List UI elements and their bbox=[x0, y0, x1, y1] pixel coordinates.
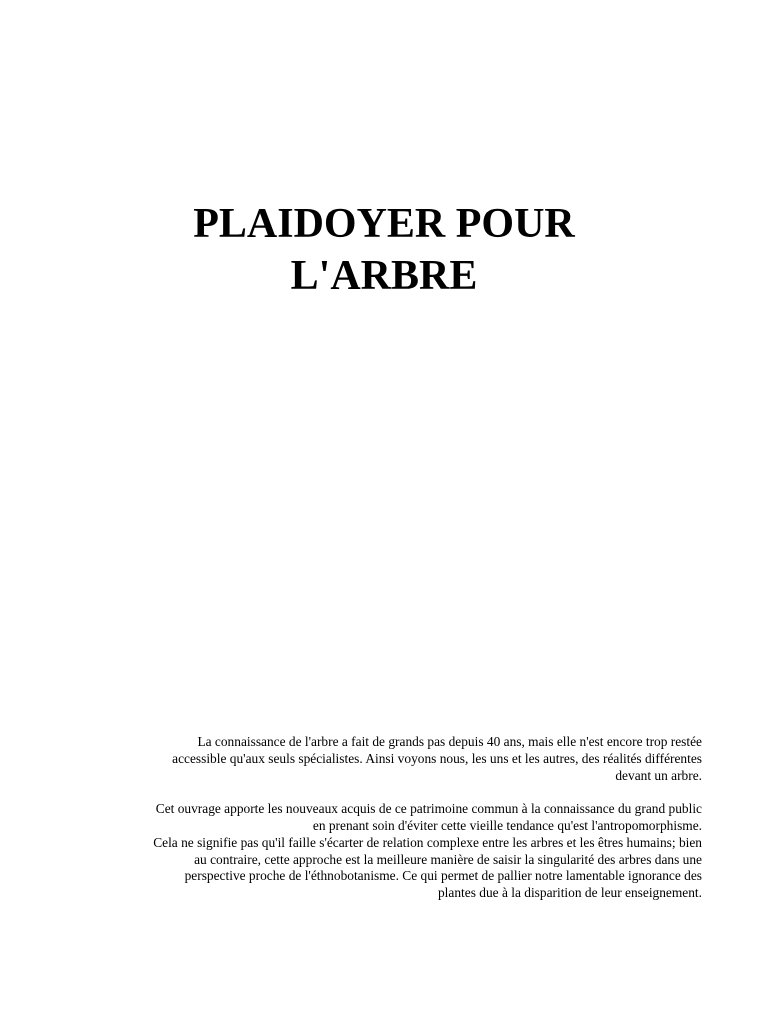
text-line: La connaissance de l'arbre a fait de grands pas depuis 40 ans, mais elle n'est encore trop restée bbox=[197, 734, 702, 749]
text-line: perspective proche de l'éthnobotanisme. Ce qui permet de pallier notre lamentable ignorance des bbox=[184, 868, 702, 884]
text-line: Cet ouvrage apporte les nouveaux acquis de ce patrimoine commun à la connaissance du grand public bbox=[155, 801, 702, 817]
summary-paragraph-1 bbox=[64, 734, 702, 784]
paragraph-spacer bbox=[64, 784, 702, 801]
text-line: en prenant soin d'éviter cette vieille tendance qu'est l'antropomorphisme. bbox=[312, 817, 702, 833]
text-line: devant un arbre. bbox=[615, 767, 702, 783]
text-line: accessible qu'aux seuls spécialistes. Ainsi voyons nous, les uns et les autres, des réalités différentes bbox=[172, 750, 702, 766]
summary-paragraph-2 bbox=[64, 801, 702, 902]
title-line-1: PLAIDOYER POUR bbox=[193, 201, 575, 247]
text-line: Cela ne signifie pas qu'il faille s'écarter de relation complexe entre les arbres et les êtres humains; bien bbox=[153, 834, 702, 850]
summary-text bbox=[64, 734, 702, 902]
document-title bbox=[84, 198, 684, 302]
text-line: au contraire, cette approche est la meilleure manière de saisir la singularité des arbres dans une bbox=[194, 851, 702, 867]
text-line: plantes due à la disparition de leur enseignement. bbox=[437, 885, 702, 901]
title-line-2: L'ARBRE bbox=[290, 253, 478, 299]
